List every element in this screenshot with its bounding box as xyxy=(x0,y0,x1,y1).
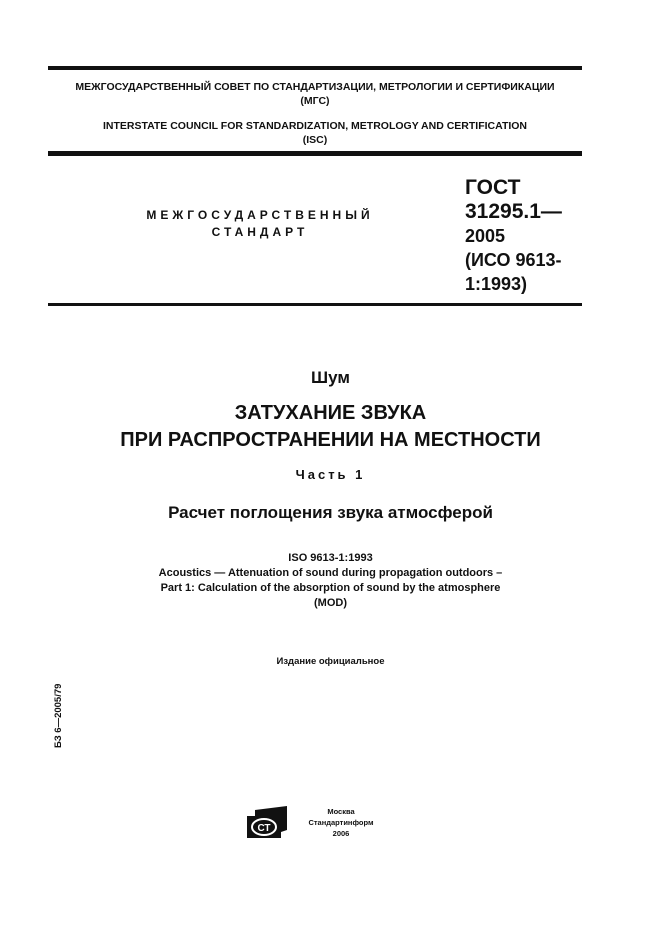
title-line2: ПРИ РАСПРОСТРАНЕНИИ НА МЕСТНОСТИ xyxy=(120,429,541,451)
gost-code-line4: (ИСО 9613- xyxy=(465,250,562,270)
publisher-name: Стандартинформ xyxy=(308,818,374,827)
iso-title-line1: Acoustics — Attenuation of sound during propagation outdoors – xyxy=(158,567,503,579)
gost-code-line5: 1:1993) xyxy=(465,274,528,294)
part-label: Часть 1 xyxy=(295,467,366,482)
council-en-name: INTERSTATE COUNCIL FOR STANDARDIZATION, METROLOGY AND CERTIFICATION xyxy=(102,120,528,132)
council-ru-abbr: (МГС) xyxy=(300,95,330,107)
publisher-info xyxy=(296,806,386,839)
gost-code-line2: 31295.1— xyxy=(465,200,562,223)
title-line1: ЗАТУХАНИЕ ЗВУКА xyxy=(234,402,427,424)
document-subtitle: Расчет поглощения звука атмосферой xyxy=(168,503,493,522)
edition-label: Издание официальное xyxy=(276,656,385,667)
noise-heading: Шум xyxy=(311,368,350,387)
iso-title-line2: Part 1: Calculation of the absorption of sound by the atmosphere xyxy=(160,582,501,594)
iso-code: ISO 9613-1:1993 xyxy=(288,552,373,564)
publisher-city: Москва xyxy=(327,807,355,816)
gost-code-line3: 2005 xyxy=(465,226,506,246)
council-ru-name: МЕЖГОСУДАРСТВЕННЫЙ СОВЕТ ПО СТАНДАРТИЗАЦИИ, МЕТРОЛОГИИ И СЕРТИФИКАЦИИ xyxy=(75,81,555,93)
council-en xyxy=(48,119,582,147)
standard-label-line2: СТАНДАРТ xyxy=(211,225,309,239)
standard-label-line1: МЕЖГОСУДАРСТВЕННЫЙ xyxy=(146,208,374,222)
council-en-abbr: (ISC) xyxy=(302,134,328,146)
header-rule xyxy=(48,151,582,156)
svg-text:СТ: СТ xyxy=(257,823,271,834)
gost-code-line1: ГОСТ xyxy=(465,176,521,199)
council-ru xyxy=(48,80,582,108)
iso-reference xyxy=(0,551,661,611)
standartinform-logo-icon xyxy=(247,806,287,838)
document-title xyxy=(0,400,661,454)
publisher-year: 2006 xyxy=(332,829,350,838)
middle-rule xyxy=(48,303,582,306)
iso-title-line3: (MOD) xyxy=(314,597,347,609)
top-rule xyxy=(48,66,582,70)
side-code: БЗ 6—2005/79 xyxy=(53,683,64,748)
gost-code xyxy=(465,176,615,296)
standard-label xyxy=(120,207,400,241)
